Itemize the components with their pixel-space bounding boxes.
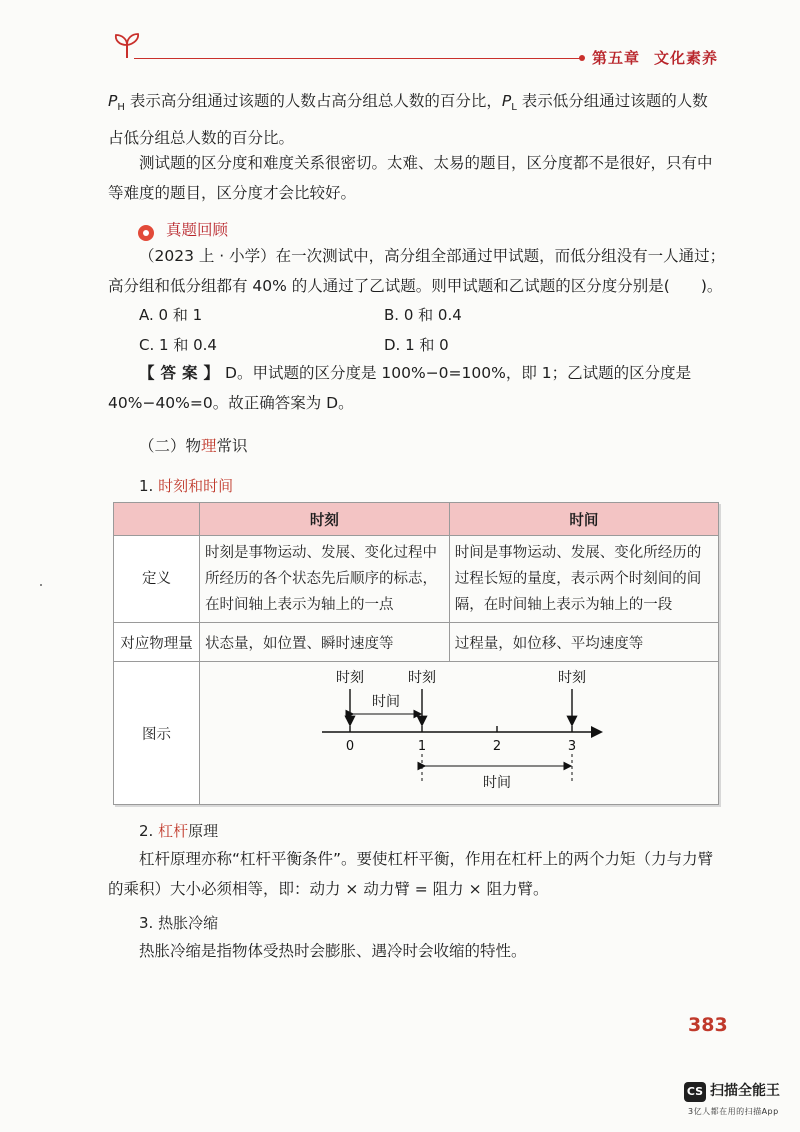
- p-low-symbol: P: [501, 92, 512, 110]
- p-high-symbol: P: [108, 92, 118, 110]
- interval-label-lower: 时间: [483, 775, 511, 791]
- answer-label: 【答案】: [139, 364, 226, 382]
- row-fig-label: 图示: [114, 662, 200, 805]
- moment-label-1: 时刻: [408, 670, 436, 686]
- s2-title-rest: 原理: [188, 822, 219, 840]
- p-high-sub: H: [117, 102, 125, 114]
- tick-label-3: 3: [567, 739, 577, 754]
- physics-title-red: 理: [201, 437, 217, 455]
- thermal-text: 热胀冷缩是指物体受热时会膨胀、遇冷时会收缩的特性。: [139, 942, 527, 960]
- chapter-number: 第五章: [592, 49, 641, 67]
- qty-moment-cell: 状态量，如位置、瞬时速度等: [200, 623, 450, 662]
- s2-number: 2.: [139, 822, 154, 840]
- table-row: [114, 662, 719, 805]
- tick-label-0: 0: [345, 739, 355, 754]
- sprout-icon: [112, 30, 142, 60]
- sun-icon: [138, 225, 154, 241]
- physics-title-post: 常识: [216, 437, 248, 455]
- s3-number: 3.: [139, 914, 154, 932]
- s3-title: 热胀冷缩: [158, 914, 219, 932]
- interval-label-upper: 时间: [372, 694, 400, 710]
- lever-text: 杠杆原理亦称“杠杆平衡条件”。要使杠杆平衡，作用在杠杆上的两个力矩（力与力臂的乘积）大小必须相等，即：动力 × 动力臂 = 阻力 × 阻力臂。: [108, 850, 714, 898]
- col-moment-header: 时刻: [200, 503, 450, 536]
- physics-section-title: [139, 434, 248, 456]
- tick-label-2: 2: [492, 739, 502, 754]
- option-c: C. 1 和 0.4: [139, 336, 217, 354]
- qty-time-cell: 过程量，如位移、平均速度等: [449, 623, 718, 662]
- thermal-paragraph: [108, 936, 726, 966]
- page-number: 383: [688, 1014, 728, 1036]
- camscanner-name: 扫描全能王: [710, 1083, 780, 1099]
- header-dot: [579, 55, 585, 61]
- chapter-section: 文化素养: [654, 49, 719, 67]
- figure-cell: [200, 662, 719, 805]
- physics-title-pre: （二）物: [139, 437, 202, 455]
- question-text: （2023 上 · 小学）在一次测试中，高分组全部通过甲试题，而低分组没有一人通过；高分组和低分组都有 40% 的人通过了乙试题。则甲试题和乙试题的区分度分别是( )。: [108, 247, 726, 295]
- row-qty-label: 对应物理量: [114, 623, 200, 662]
- moment-time-table: [113, 502, 719, 805]
- subsection-3-title: [139, 912, 218, 933]
- timeline-diagram: [200, 662, 718, 804]
- table-row: [114, 623, 719, 662]
- header-rule: [134, 58, 580, 59]
- intro-line-2: 占低分组总人数的百分比。: [108, 129, 295, 148]
- def-time-cell: 时间是事物运动、发展、变化所经历的过程长短的量度，表示两个时刻间的间隔，在时间轴上表示为轴上的一段: [449, 536, 718, 623]
- col-time-header: 时间: [449, 503, 718, 536]
- camscanner-tagline: 3亿人都在用的扫描App: [688, 1107, 779, 1116]
- answer-text: D。甲试题的区分度是 100%−0=100%，即 1；乙试题的区分度是 40%−40%=0。故正确答案为 D。: [108, 364, 692, 412]
- subsection-2-title: [139, 820, 218, 841]
- p-high-desc: 表示高分组通过该题的人数占高分组总人数的百分比，: [129, 92, 502, 110]
- discrimination-text: 测试题的区分度和难度关系很密切。太难、太易的题目，区分度都不是很好，只有中等难度的题目，区分度才会比较好。: [108, 154, 713, 202]
- lever-paragraph: [108, 844, 726, 904]
- table-corner-cell: [114, 503, 200, 536]
- p-low-desc: 表示低分组通过该题的人数: [521, 92, 708, 110]
- intro-line-1: [108, 86, 726, 123]
- option-a: A. 0 和 1: [139, 306, 203, 324]
- intro-paragraph: [108, 86, 726, 153]
- camscanner-logo: CS: [684, 1082, 706, 1102]
- row-def-label: 定义: [114, 536, 200, 623]
- scan-speck: [40, 584, 42, 586]
- def-moment-cell: 时刻是事物运动、发展、变化过程中所经历的各个状态先后顺序的标志，在时间轴上表示为轴上的一点: [200, 536, 450, 623]
- p-low-sub: L: [511, 102, 517, 114]
- chapter-header: [592, 47, 718, 68]
- subsection-1-title: [139, 475, 233, 496]
- moment-label-3: 时刻: [558, 670, 586, 686]
- table-row: [114, 536, 719, 623]
- table-header-row: [114, 503, 719, 536]
- option-d: D. 1 和 0: [384, 336, 449, 354]
- recall-title: 真题回顾: [166, 221, 229, 239]
- s1-title: 时刻和时间: [158, 477, 234, 495]
- moment-label-0: 时刻: [336, 670, 364, 686]
- s1-number: 1.: [139, 477, 154, 495]
- recall-question: [108, 241, 726, 301]
- tick-label-1: 1: [417, 739, 427, 754]
- option-b: B. 0 和 0.4: [384, 306, 462, 324]
- answer-block: [108, 358, 726, 418]
- discrimination-paragraph: [108, 148, 726, 208]
- s2-title-red: 杠杆: [158, 822, 189, 840]
